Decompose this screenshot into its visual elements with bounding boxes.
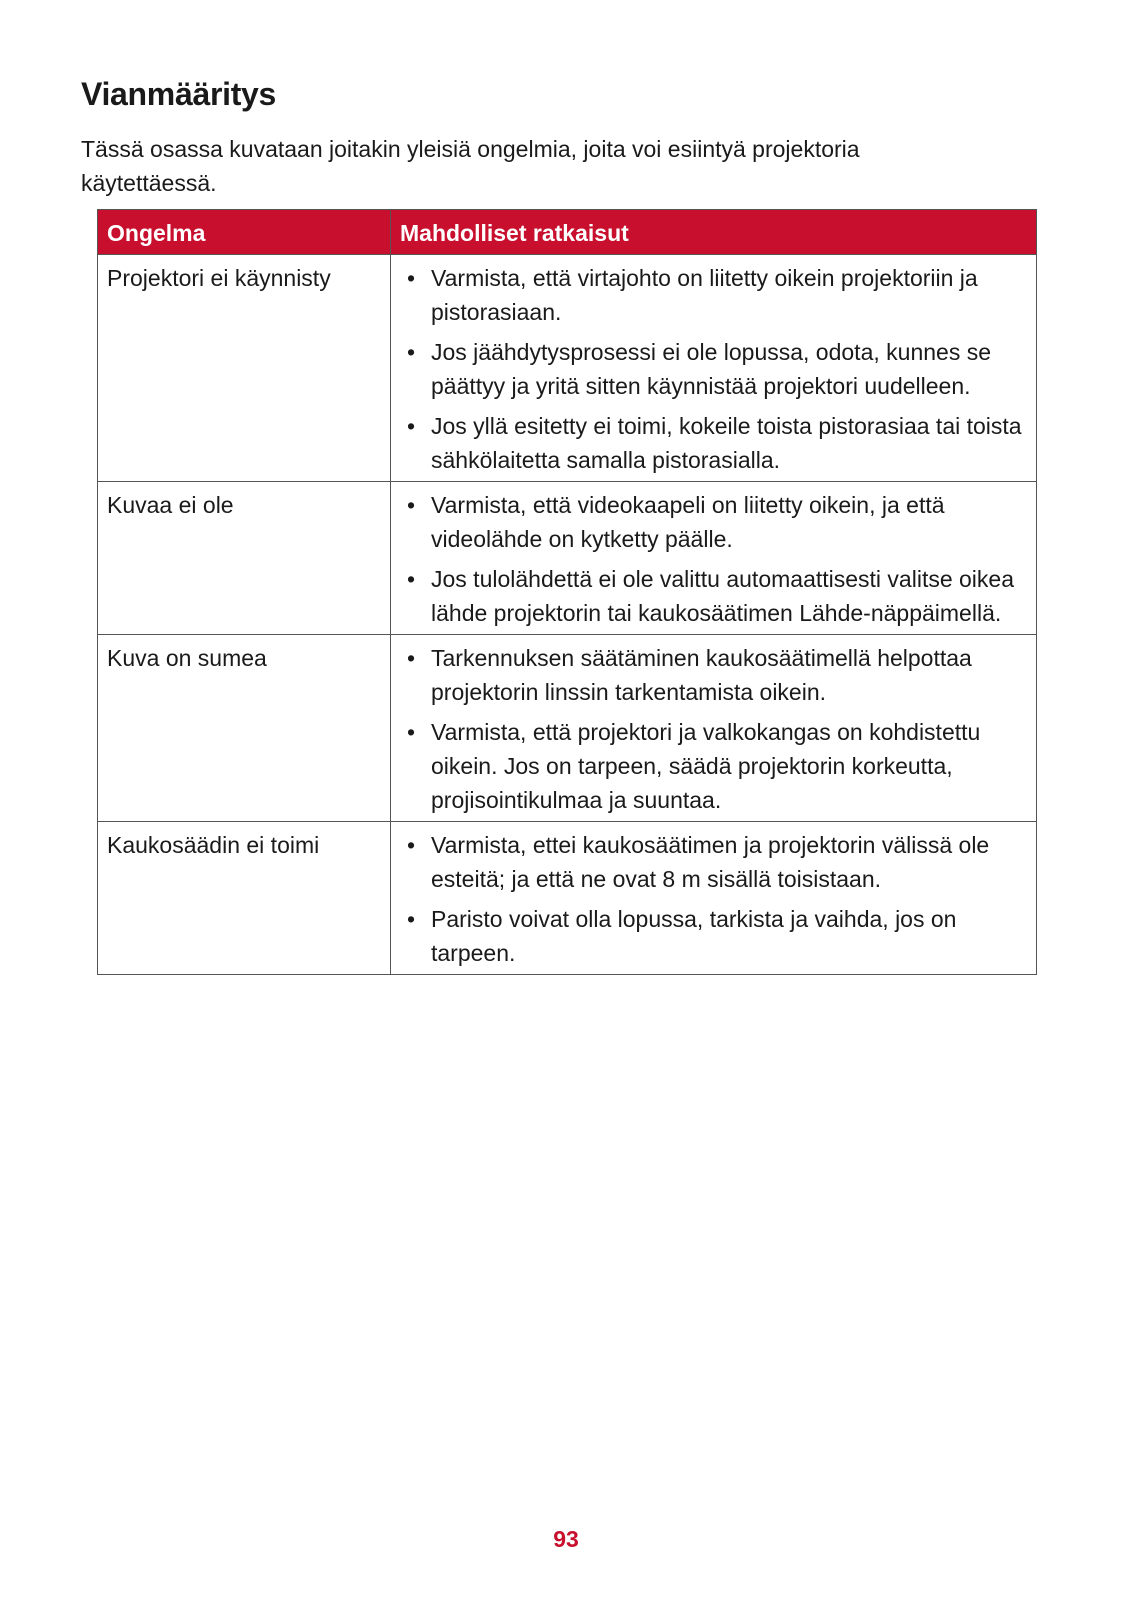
table-row [98,482,1037,635]
column-header-solutions: Mahdolliset ratkaisut [391,210,1037,255]
solution-list [400,828,1027,970]
problem-cell: Projektori ei käynnisty [98,255,391,482]
solutions-cell [391,822,1037,975]
problem-cell: Kaukosäädin ei toimi [98,822,391,975]
solution-list [400,641,1027,817]
solution-item: • Varmista, että projektori ja valkokangas on kohdistettu oikein. Jos on tarpeen, säädä projektorin korkeutta, projisointikulmaa ja suuntaa. [400,715,1027,817]
solution-list [400,488,1027,630]
problem-cell: Kuvaa ei ole [98,482,391,635]
solutions-cell [391,255,1037,482]
solutions-cell [391,482,1037,635]
column-header-problem: Ongelma [98,210,391,255]
table-header-row [98,210,1037,255]
solution-item: • Jos yllä esitetty ei toimi, kokeile toista pistorasiaa tai toista sähkölaitetta samalla pistorasialla. [400,409,1027,477]
solution-list [400,261,1027,477]
solutions-cell [391,635,1037,822]
solution-item: • Jos tulolähdettä ei ole valittu automaattisesti valitse oikea lähde projektorin tai kaukosäätimen Lähde-näppäimellä. [400,562,1027,630]
solution-item: • Jos jäähdytysprosessi ei ole lopussa, odota, kunnes se päättyy ja yritä sitten käynnistää projektori uudelleen. [400,335,1027,403]
solution-item: • Tarkennuksen säätäminen kaukosäätimellä helpottaa projektorin linssin tarkentamista oikein. [400,641,1027,709]
solution-item: • Paristo voivat olla lopussa, tarkista ja vaihda, jos on tarpeen. [400,902,1027,970]
problem-cell: Kuva on sumea [98,635,391,822]
solution-item: • Varmista, että virtajohto on liitetty oikein projektoriin ja pistorasiaan. [400,261,1027,329]
troubleshooting-table [97,209,1037,975]
solution-item: • Varmista, että videokaapeli on liitetty oikein, ja että videolähde on kytketty päälle. [400,488,1027,556]
page-number: 93 [553,1526,579,1552]
page-title: Vianmääritys [81,76,277,112]
solution-item: • Varmista, ettei kaukosäätimen ja projektorin välissä ole esteitä; ja että ne ovat 8 m sisällä toisistaan. [400,828,1027,896]
table-row [98,635,1037,822]
intro-paragraph: Tässä osassa kuvataan joitakin yleisiä ongelmia, joita voi esiintyä projektoria käytettäessä. [81,136,860,196]
table-row [98,822,1037,975]
table-row [98,255,1037,482]
